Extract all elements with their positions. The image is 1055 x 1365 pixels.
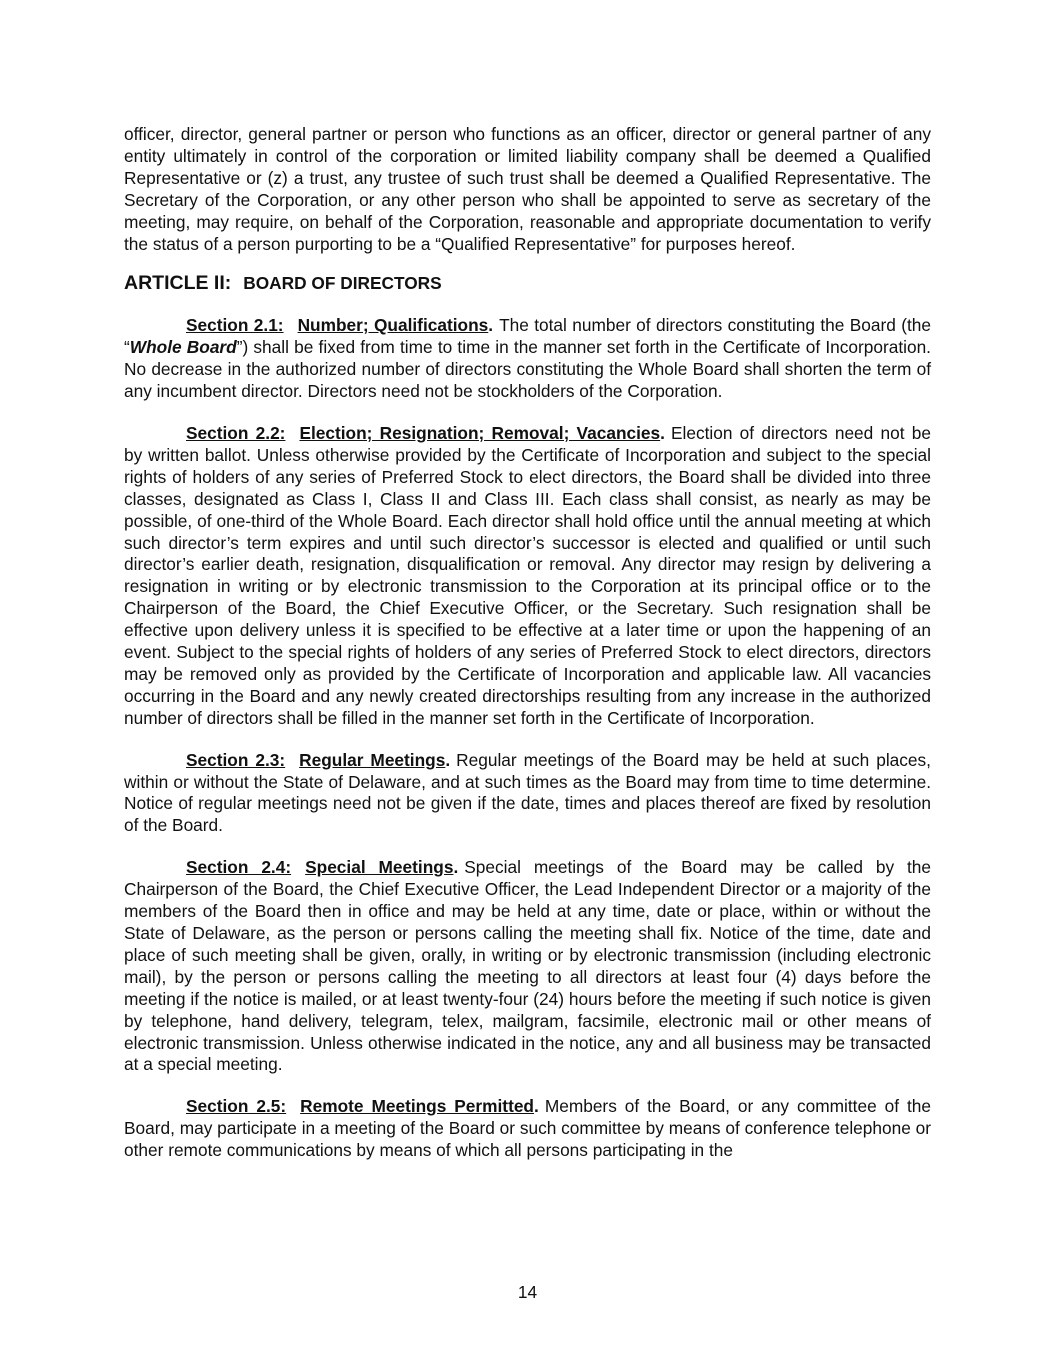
article-heading <box>124 273 931 295</box>
section-label: Section 2.4: <box>186 857 292 878</box>
section-label: Section 2.2: <box>186 422 286 443</box>
article-number: ARTICLE II: <box>124 272 232 295</box>
section-text: Regular meetings of the Board may be held at such places, within or without the State of Delaware, and at such times as the Board may from time to time determine. Notice of regular meetings need not be given if the date, times and places thereof are fixed by resolution of the Board. <box>124 749 931 836</box>
section-title: Number; Qualifications <box>297 315 489 336</box>
section-2-1: Section 2.1: Number; Qualifications. The total number of directors constituting the Board (the “Whole Board”) shall be fixed from time to time in the manner set forth in the Certificate of Incorporation. No decrease in the authorized number of directors constituting the Whole Board shall shorten the term of any incumbent director. Directors need not be stockholders of the Corporation. <box>124 315 931 402</box>
section-2-5: Section 2.5: Remote Meetings Permitted. Members of the Board, or any committee of the Board, may participate in a meeting of the Board or such committee by means of conference telephone or other remote communications by means of which all persons participating in the <box>124 1096 932 1161</box>
article-title: BOARD OF DIRECTORS <box>243 273 442 294</box>
section-text-continued: ”) shall be fixed from time to time in the manner set forth in the Certificate of Incorporation. No decrease in the authorized number of directors constituting the Whole Board shall shorten the term of any incumbent director. Directors need not be stockholders of the Corporation. <box>124 337 931 402</box>
section-title: Special Meetings <box>305 857 454 878</box>
section-text: Election of directors need not be by written ballot. Unless otherwise provided by the Certificate of Incorporation and subject to the special rights of holders of any series of Preferred Stock to elect directors, the Board shall be divided into three classes, designated as Class I, Class II and Class III. Each class shall consist, as nearly as may be possible, of one-third of the Whole Board. Each director shall hold office until the annual meeting at which such director’s term expires and until such director’s successor is elected and qualified or until such director’s earlier death, resignation, disqualification or removal. Any director may resign by delivering a resignation in writing or by electronic transmission to the Corporation at its principal office or to the Chairperson of the Board, the Chief Executive Officer, or the Secretary. Such resignation shall be effective upon delivery unless it is specified to be effective at a later time or upon the happening of an event. Subject to the special rights of holders of any series of Preferred Stock to elect directors, directors may be removed only as provided by the Certificate of Incorporation and applicable law. All vacancies occurring in the Board and any newly created directorships resulting from any increase in the authorized number of directors shall be filled in the manner set forth in the Certificate of Incorporation. <box>124 422 931 728</box>
document-page <box>124 124 931 1162</box>
page-number: 14 <box>517 1282 538 1302</box>
section-label: Section 2.3: <box>186 749 286 770</box>
section-text: Special meetings of the Board may be called by the Chairperson of the Board, the Chief Executive Officer, the Lead Independent Director or a majority of the members of the Board then in office and may be held at any time, date or place, within or without the State of Delaware, as the person or persons calling the meeting shall fix. Notice of the time, date and place of such meeting shall be given, orally, in writing or by electronic transmission (including electronic mail), by the person or persons calling the meeting to all directors at least four (4) days before the meeting if the notice is mailed, or at least twenty-four (24) hours before the meeting if such notice is given by telephone, hand delivery, telegram, telex, mailgram, facsimile, electronic mail or other means of electronic transmission. Unless otherwise indicated in the notice, any and all business may be transacted at a special meeting. <box>124 857 932 1075</box>
section-2-3: Section 2.3: Regular Meetings. Regular meetings of the Board may be held at such places, within or without the State of Delaware, and at such times as the Board may from time to time determine. Notice of regular meetings need not be given if the date, times and places thereof are fixed by resolution of the Board. <box>124 749 931 836</box>
section-label: Section 2.1: <box>186 315 284 336</box>
section-text: The total number of directors constituting the Board (the “ <box>124 315 931 358</box>
section-title: Remote Meetings Permitted <box>300 1096 534 1117</box>
section-title: Regular Meetings <box>299 749 446 770</box>
section-title: Election; Resignation; Removal; Vacancies <box>299 422 661 443</box>
intro-paragraph: officer, director, general partner or person who functions as an officer, director or general partner of any entity ultimately in control of the corporation or limited liability company shall be deemed a Qualified Representative or (z) a trust, any trustee of such trust shall be deemed a Qualified Representative. The Secretary of the Corporation, or any other person who shall be appointed to serve as secretary of the meeting, may require, on behalf of the Corporation, reasonable and appropriate documentation to verify the status of a person purporting to be a “Qualified Representative” for purposes hereof. <box>124 124 931 254</box>
section-label: Section 2.5: <box>186 1096 287 1117</box>
section-2-2: Section 2.2: Election; Resignation; Removal; Vacancies. Election of directors need not be by written ballot. Unless otherwise provided by the Certificate of Incorporation and subject to the special rights of holders of any series of Preferred Stock to elect directors, the Board shall be divided into three classes, designated as Class I, Class II and Class III. Each class shall consist, as nearly as may be possible, of one-third of the Whole Board. Each director shall hold office until the annual meeting at which such director’s term expires and until such director’s successor is elected and qualified or until such director’s earlier death, resignation, disqualification or removal. Any director may resign by delivering a resignation in writing or by electronic transmission to the Corporation at its principal office or to the Chairperson of the Board, the Chief Executive Officer, or the Secretary. Such resignation shall be effective upon delivery unless it is specified to be effective at a later time or upon the happening of an event. Subject to the special rights of holders of any series of Preferred Stock to elect directors, directors may be removed only as provided by the Certificate of Incorporation and applicable law. All vacancies occurring in the Board and any newly created directorships resulting from any increase in the authorized number of directors shall be filled in the manner set forth in the Certificate of Incorporation. <box>124 422 931 728</box>
section-2-4: Section 2.4: Special Meetings. Special meetings of the Board may be called by the Chairperson of the Board, the Chief Executive Officer, the Lead Independent Director or a majority of the members of the Board then in office and may be held at any time, date or place, within or without the State of Delaware, as the person or persons calling the meeting shall fix. Notice of the time, date and place of such meeting shall be given, orally, in writing or by electronic transmission (including electronic mail), by the person or persons calling the meeting to all directors at least four (4) days before the meeting if the notice is mailed, or at least twenty-four (24) hours before the meeting if such notice is given by telephone, hand delivery, telegram, telex, mailgram, facsimile, electronic mail or other means of electronic transmission. Unless otherwise indicated in the notice, any and all business may be transacted at a special meeting. <box>124 857 932 1075</box>
section-text: Members of the Board, or any committee of the Board, may participate in a meeting of the Board or such committee by means of conference telephone or other remote communications by means of which all persons participating in the <box>124 1096 932 1161</box>
defined-term: Whole Board <box>129 337 237 358</box>
